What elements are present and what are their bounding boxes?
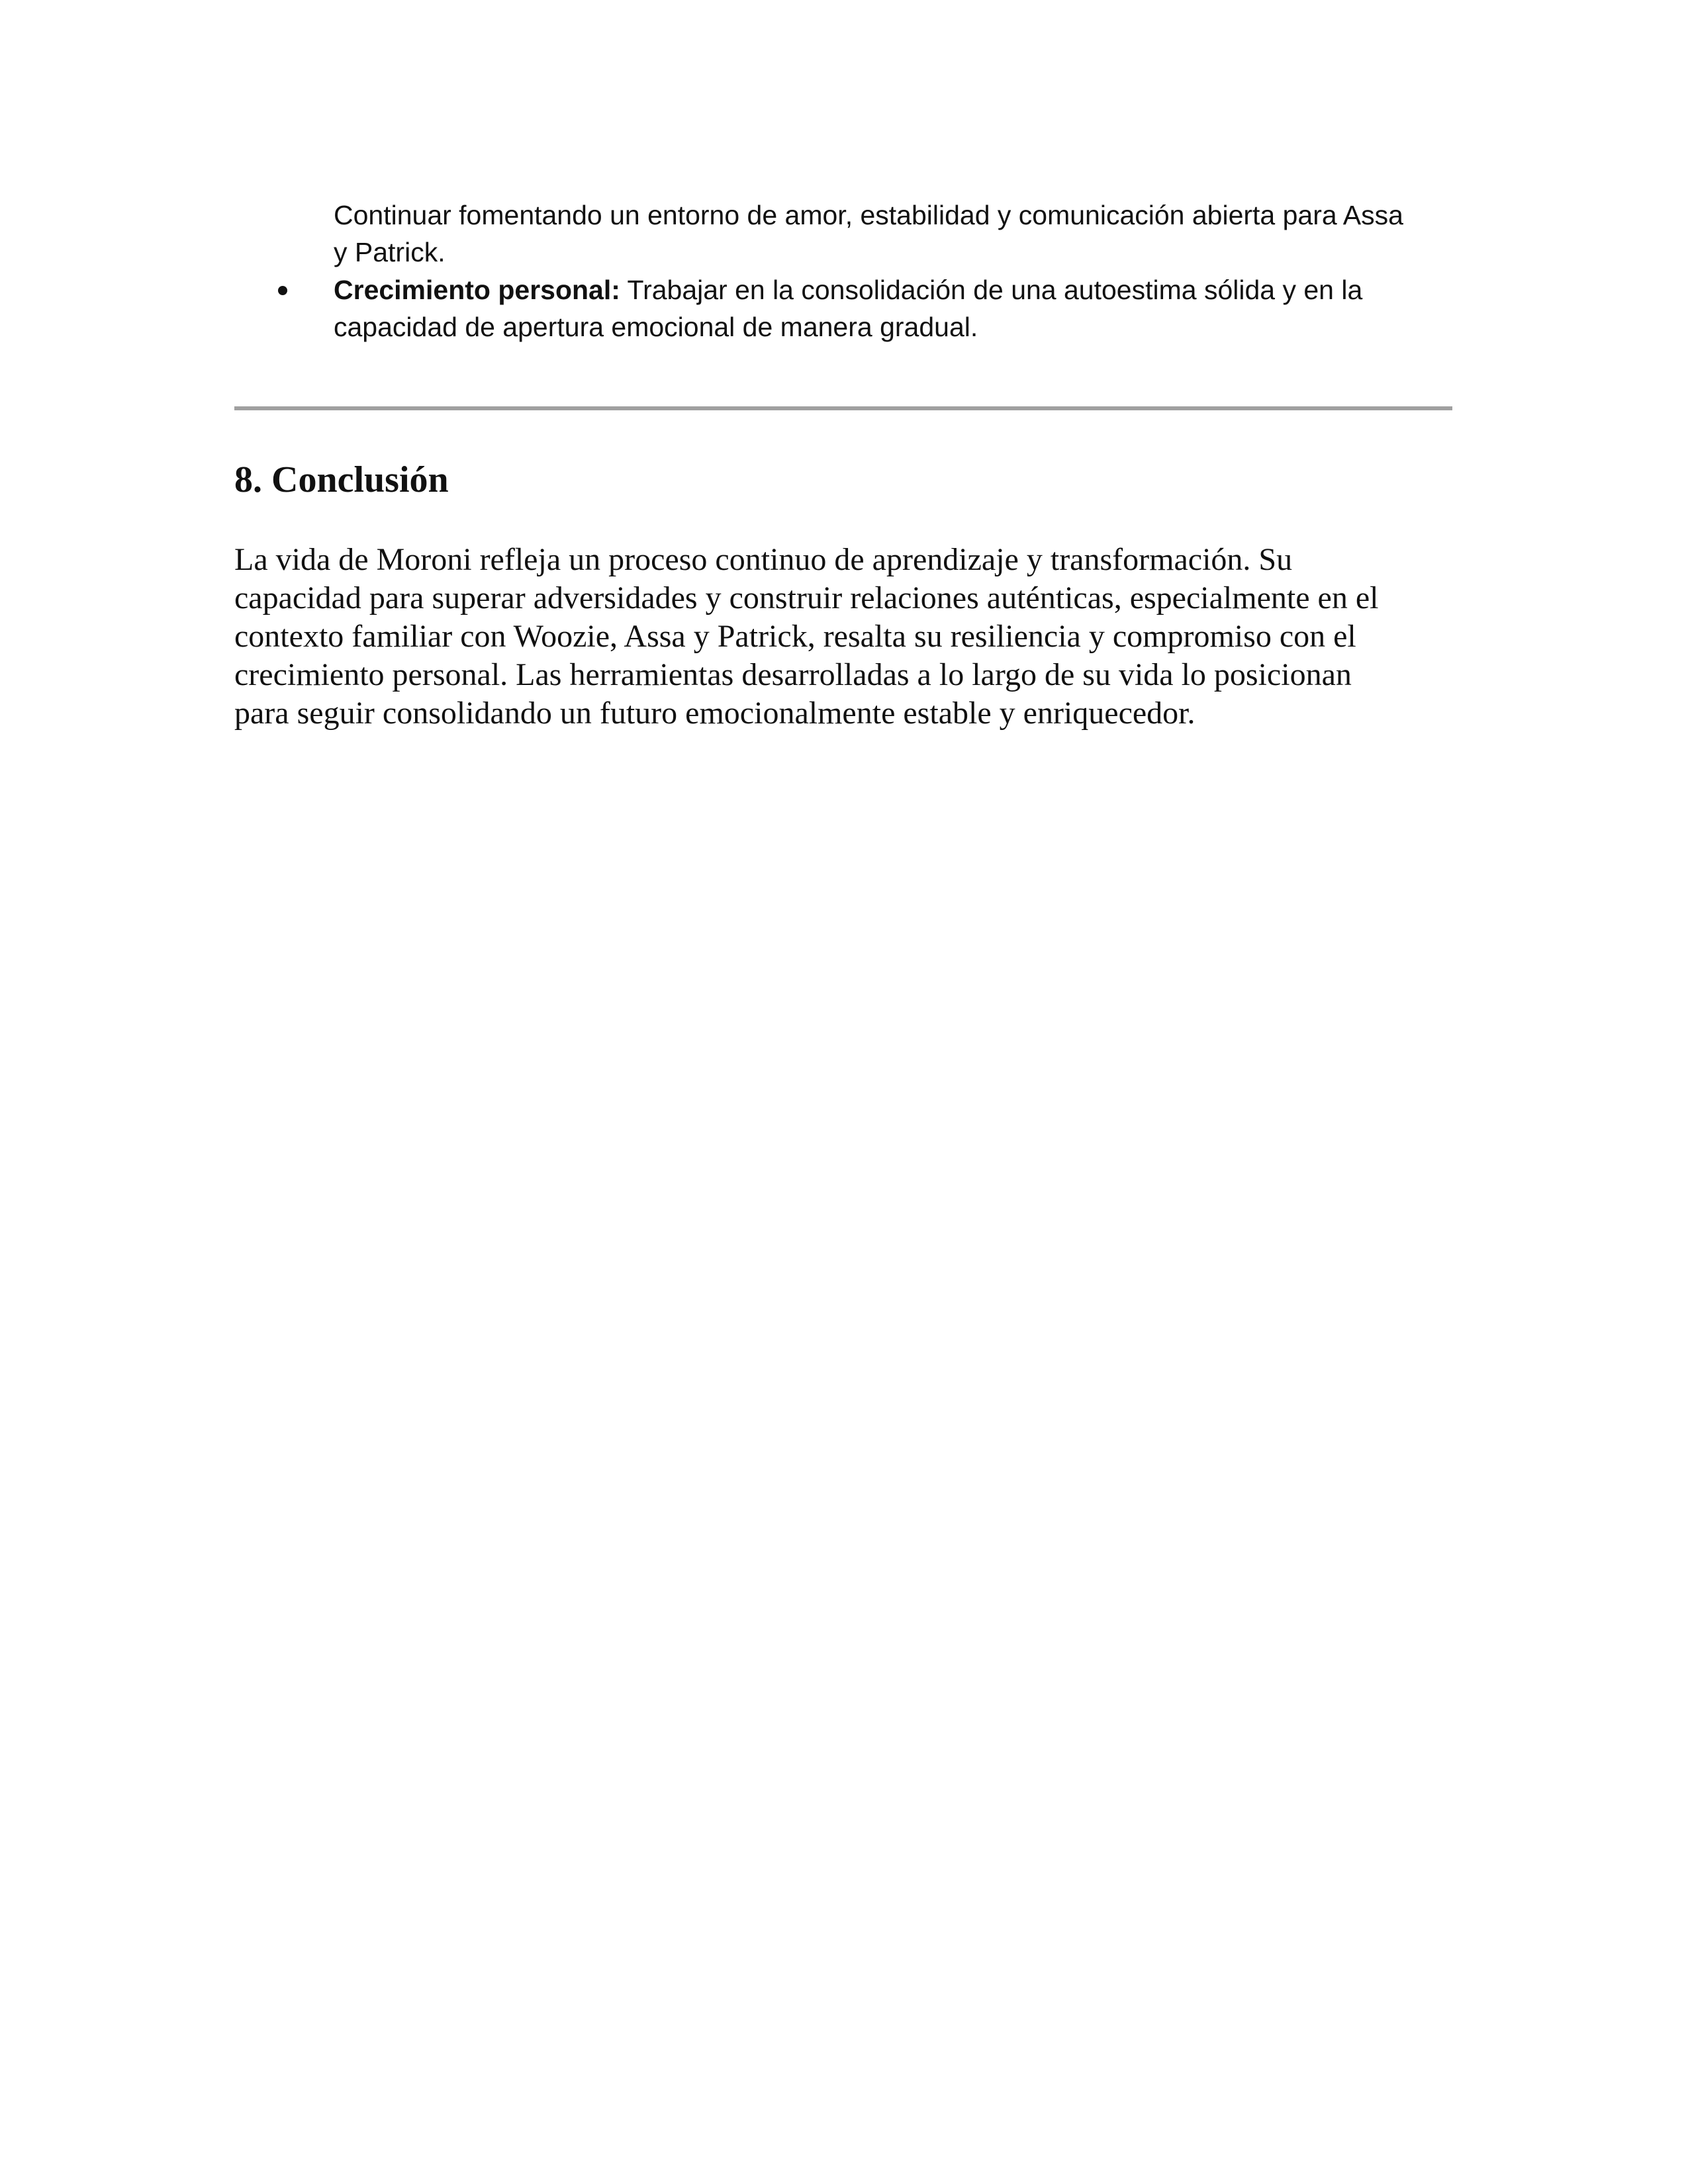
bullet-icon: [278, 286, 287, 295]
bullet-item-line-1: [334, 271, 1362, 308]
bullet-item-text-2: capacidad de apertura emocional de manera gradual.: [334, 312, 978, 342]
bullet-item-text-1: Trabajar en la consolidación de una autoestima sólida y en la: [620, 275, 1363, 305]
paragraph-line: para seguir consolidando un futuro emocionalmente estable y enriquecedor.: [234, 696, 1196, 731]
bullet-item-label: Crecimiento personal:: [334, 275, 620, 305]
continuation-text-line-2: y Patrick.: [334, 237, 445, 267]
continuation-text-line-1: Continuar fomentando un entorno de amor, estabilidad y comunicación abierta para Assa: [334, 200, 1403, 230]
paragraph-line: crecimiento personal. Las herramientas desarrolladas a lo largo de su vida lo posicionan: [234, 657, 1352, 692]
paragraph-line: capacidad para superar adversidades y construir relaciones auténticas, especialmente en el: [234, 580, 1379, 615]
section-heading: 8. Conclusión: [234, 459, 449, 500]
paragraph-line: contexto familiar con Woozie, Assa y Patrick, resalta su resiliencia y compromiso con el: [234, 619, 1356, 654]
conclusion-paragraph: [234, 541, 1466, 733]
section-divider: [234, 406, 1452, 410]
paragraph-line: La vida de Moroni refleja un proceso continuo de aprendizaje y transformación. Su: [234, 542, 1293, 577]
